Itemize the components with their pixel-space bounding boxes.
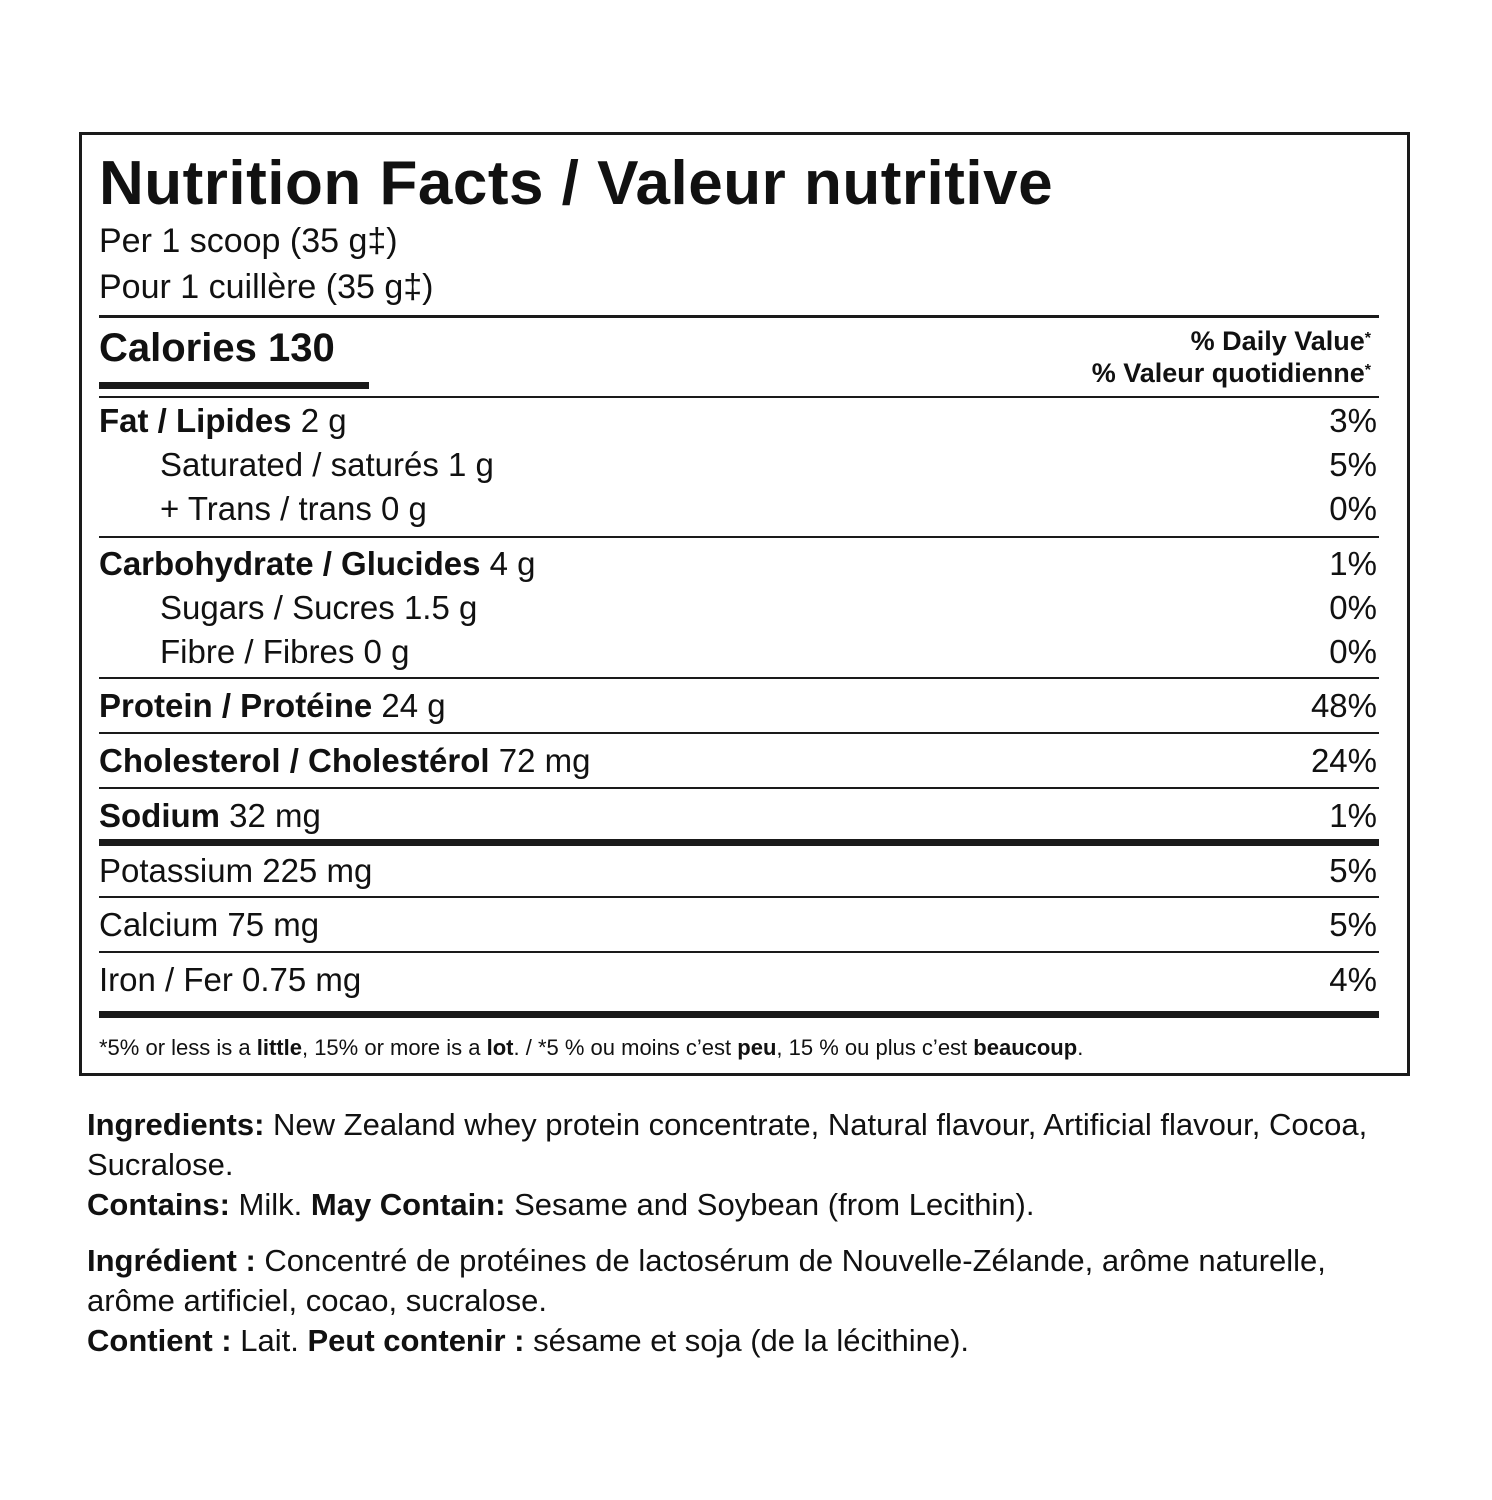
nutrient-row-carbohydrate — [99, 542, 1379, 586]
serving-size-fr: Pour 1 cuillère (35 g‡) — [99, 268, 434, 306]
nutrient-percent: 48% — [1310, 687, 1377, 724]
nutrient-row-saturated — [99, 443, 1379, 487]
nutrient-percent: 0% — [1329, 633, 1377, 670]
nutrient-label: Potassium 225 mg — [99, 852, 373, 889]
serving-size-en: Per 1 scoop (35 g‡) — [99, 222, 398, 260]
nutrient-label: Saturated / saturés 1 g — [160, 446, 494, 483]
nutrient-label: Sugars / Sucres 1.5 g — [160, 589, 478, 626]
daily-value-header-en: % Daily Value* — [1190, 326, 1371, 356]
allergens-en: Contains: Milk. May Contain: Sesame and Soybean (from Lecithin). — [87, 1187, 1035, 1222]
divider-rule — [99, 732, 1379, 734]
calories: Calories 130 — [99, 326, 335, 370]
thick-divider-rule — [99, 1011, 1379, 1018]
divider-rule — [99, 396, 1379, 398]
nutrient-row-iron — [99, 958, 1379, 1002]
nutrient-row-sodium — [99, 794, 1379, 838]
ingredients-list-fr: Ingrédient : Concentré de protéines de lactosérum de Nouvelle-Zélande, arôme naturelle, arôme artificiel, cocao, sucralose. — [87, 1243, 1326, 1318]
nutrient-label: Sodium 32 mg — [99, 797, 321, 834]
nutrient-label: Iron / Fer 0.75 mg — [99, 961, 362, 998]
nutrition-facts-panel — [79, 132, 1410, 1076]
divider-rule — [99, 315, 1379, 318]
divider-rule — [99, 677, 1379, 679]
daily-value-header-fr: % Valeur quotidienne* — [1091, 358, 1371, 388]
nutrient-percent: 1% — [1329, 797, 1377, 834]
nutrient-row-fibre — [99, 630, 1379, 674]
nutrient-row-sugars — [99, 586, 1379, 630]
divider-rule — [99, 896, 1379, 898]
ingredients-fr — [87, 1241, 1387, 1361]
nutrient-label: Cholesterol / Cholestérol 72 mg — [99, 742, 591, 779]
divider-rule — [99, 536, 1379, 538]
label-title: Nutrition Facts / Valeur nutritive — [99, 149, 1054, 218]
divider-rule — [99, 787, 1379, 789]
nutrient-label: Protein / Protéine 24 g — [99, 687, 446, 724]
ingredients-list-en: Ingredients: New Zealand whey protein concentrate, Natural flavour, Artificial flavour, Cocoa, Sucralose. — [87, 1107, 1368, 1182]
nutrient-label: Fat / Lipides 2 g — [99, 402, 347, 439]
nutrient-label: + Trans / trans 0 g — [160, 490, 427, 527]
daily-value-footnote: *5% or less is a little, 15% or more is a lot. / *5 % ou moins c’est peu, 15 % ou plus c’est beaucoup. — [99, 1035, 1084, 1060]
nutrient-percent: 0% — [1329, 490, 1377, 527]
nutrient-row-protein — [99, 684, 1379, 728]
nutrient-percent: 5% — [1329, 446, 1377, 483]
nutrient-percent: 5% — [1329, 906, 1377, 943]
allergens-fr: Contient : Lait. Peut contenir : sésame et soja (de la lécithine). — [87, 1323, 970, 1358]
thick-divider-rule — [99, 839, 1379, 846]
nutrient-percent: 5% — [1329, 852, 1377, 889]
calories-underline — [99, 382, 369, 389]
nutrient-percent: 24% — [1310, 742, 1377, 779]
nutrient-label: Fibre / Fibres 0 g — [160, 633, 410, 670]
nutrient-row-potassium — [99, 849, 1379, 893]
nutrient-percent: 0% — [1329, 589, 1377, 626]
nutrient-percent: 1% — [1329, 545, 1377, 582]
nutrient-label: Calcium 75 mg — [99, 906, 320, 943]
nutrient-label: Carbohydrate / Glucides 4 g — [99, 545, 536, 582]
ingredients-en — [87, 1105, 1387, 1225]
nutrient-row-trans — [99, 487, 1379, 531]
nutrient-row-fat — [99, 399, 1379, 443]
nutrient-row-cholesterol — [99, 739, 1379, 783]
nutrient-row-calcium — [99, 903, 1379, 947]
divider-rule — [99, 951, 1379, 953]
nutrient-percent: 3% — [1329, 402, 1377, 439]
nutrient-percent: 4% — [1329, 961, 1377, 998]
